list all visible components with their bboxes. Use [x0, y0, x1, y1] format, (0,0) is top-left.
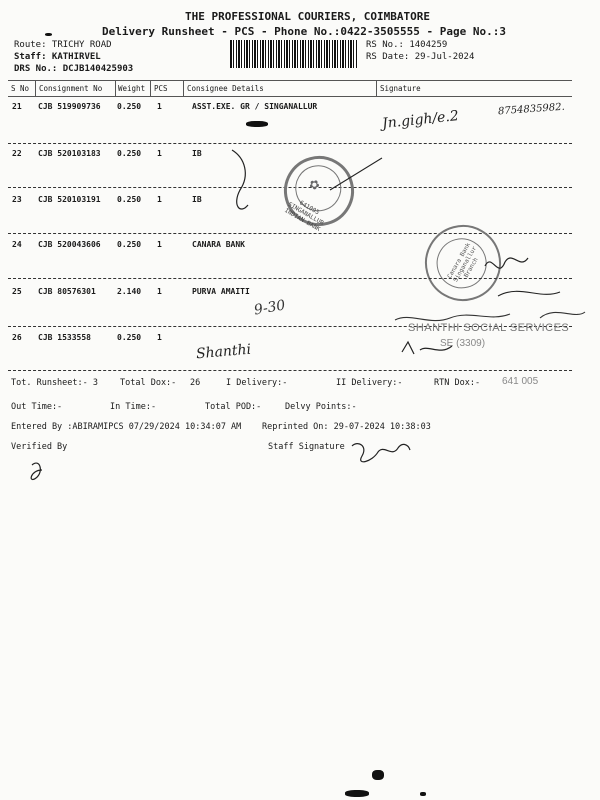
row-pcs: 1 [157, 102, 162, 111]
row-consignment: CJB 519909736 [38, 102, 101, 111]
row-pcs: 1 [157, 287, 162, 296]
handwritten-date: 9-30 [252, 297, 287, 319]
col-weight: Weight [118, 84, 146, 93]
signature-stroke [485, 258, 528, 268]
ii-delivery: II Delivery:- [336, 378, 403, 388]
row-sno: 23 [12, 195, 22, 204]
col-sno: S No [11, 84, 30, 93]
signature-stroke [402, 342, 452, 354]
row-consignee: PURVA AMAITI [192, 287, 250, 296]
drs-number: DRS No.: DCJB140425903 [14, 64, 134, 74]
col-signature: Signature [380, 84, 421, 93]
handwritten-phone: 8754835982. [497, 101, 566, 118]
row-pcs: 1 [157, 195, 162, 204]
row-sno: 25 [12, 287, 22, 296]
row-consignee: CANARA BANK [192, 240, 245, 249]
verified-by: Verified By [11, 442, 68, 452]
row-sno: 21 [12, 102, 22, 111]
staff-signature-label: Staff Signature [268, 442, 345, 452]
ink-speck [420, 792, 426, 796]
stamp-shanthi-code: 641 005 [502, 376, 539, 387]
row-pcs: 1 [157, 333, 162, 342]
row-consignment: CJB 80576301 [38, 287, 96, 296]
in-time: In Time:- [110, 402, 157, 412]
stamp-text: 641005 SINGANALLUR INDIAN BANK [283, 199, 325, 233]
company-title: THE PROFESSIONAL COURIERS, COIMBATORE [185, 10, 431, 23]
col-pcs: PCS [154, 84, 168, 93]
row-pcs: 1 [157, 149, 162, 158]
row-consignment: CJB 1533558 [38, 333, 91, 342]
total-dox-value: 26 [190, 378, 201, 388]
row-consignee: IB [192, 149, 202, 158]
handwritten-signature: Jn.gigh/e.2 [381, 108, 460, 132]
out-time: Out Time:- [11, 402, 63, 412]
entered-by: Entered By :ABIRAMIPCS 07/29/2024 10:34:07 AM [11, 422, 242, 432]
stamp-text: Canara Bank Singanallur Branch [446, 241, 480, 284]
row-weight: 0.250 [117, 102, 142, 111]
signature-stroke [540, 312, 585, 318]
row-sno: 26 [12, 333, 22, 342]
runsheet-subtitle: Delivery Runsheet - PCS - Phone No.:0422-3505555 - Page No.:3 [102, 25, 506, 38]
delvy-points: Delvy Points:- [285, 402, 357, 412]
route-label: Route: TRICHY ROAD [14, 40, 112, 50]
signature-stroke [330, 158, 382, 190]
total-pod: Total POD:- [205, 402, 262, 412]
ink-speck [345, 790, 369, 797]
row-weight: 2.140 [117, 287, 142, 296]
total-dox-label: Total Dox:- [120, 378, 177, 388]
reprinted-on: Reprinted On: 29-07-2024 10:38:03 [262, 422, 431, 432]
handwritten-name: Shanthi [195, 341, 252, 363]
row-consignment: CJB 520103191 [38, 195, 101, 204]
row-consignee: ASST.EXE. GR / SINGANALLUR [192, 102, 318, 111]
ink-speck [372, 770, 384, 780]
stamp-logo-icon: ✿ [306, 172, 324, 195]
row-weight: 0.250 [117, 149, 142, 158]
i-delivery: I Delivery:- [226, 378, 288, 388]
signature-stroke [395, 314, 510, 321]
row-sno: 22 [12, 149, 22, 158]
row-consignee: IB [192, 195, 202, 204]
col-consignment: Consignment No [39, 84, 103, 93]
rs-date: RS Date: 29-Jul-2024 [366, 52, 475, 62]
signature-stroke [232, 150, 248, 209]
row-sno: 24 [12, 240, 22, 249]
rtn-dox: RTN Dox:- [434, 378, 481, 388]
rs-number: RS No.: 1404259 [366, 40, 448, 50]
stamp-shanthi-title: SHANTHI SOCIAL SERVICES [408, 322, 570, 334]
col-consignee: Consignee Details [187, 84, 264, 93]
row-weight: 0.250 [117, 240, 142, 249]
staff-signature-stroke [352, 444, 410, 462]
signature-stroke [498, 291, 560, 296]
row-consignment: CJB 520043606 [38, 240, 101, 249]
row-weight: 0.250 [117, 333, 142, 342]
total-runsheet: Tot. Runsheet:- 3 [11, 378, 98, 388]
row-weight: 0.250 [117, 195, 142, 204]
row-pcs: 1 [157, 240, 162, 249]
staff-label: Staff: KATHIRVEL [14, 52, 101, 62]
row-consignment: CJB 520103183 [38, 149, 101, 158]
verifier-signature [31, 463, 42, 479]
stamp-shanthi-sub: SE (3309) [440, 338, 486, 349]
